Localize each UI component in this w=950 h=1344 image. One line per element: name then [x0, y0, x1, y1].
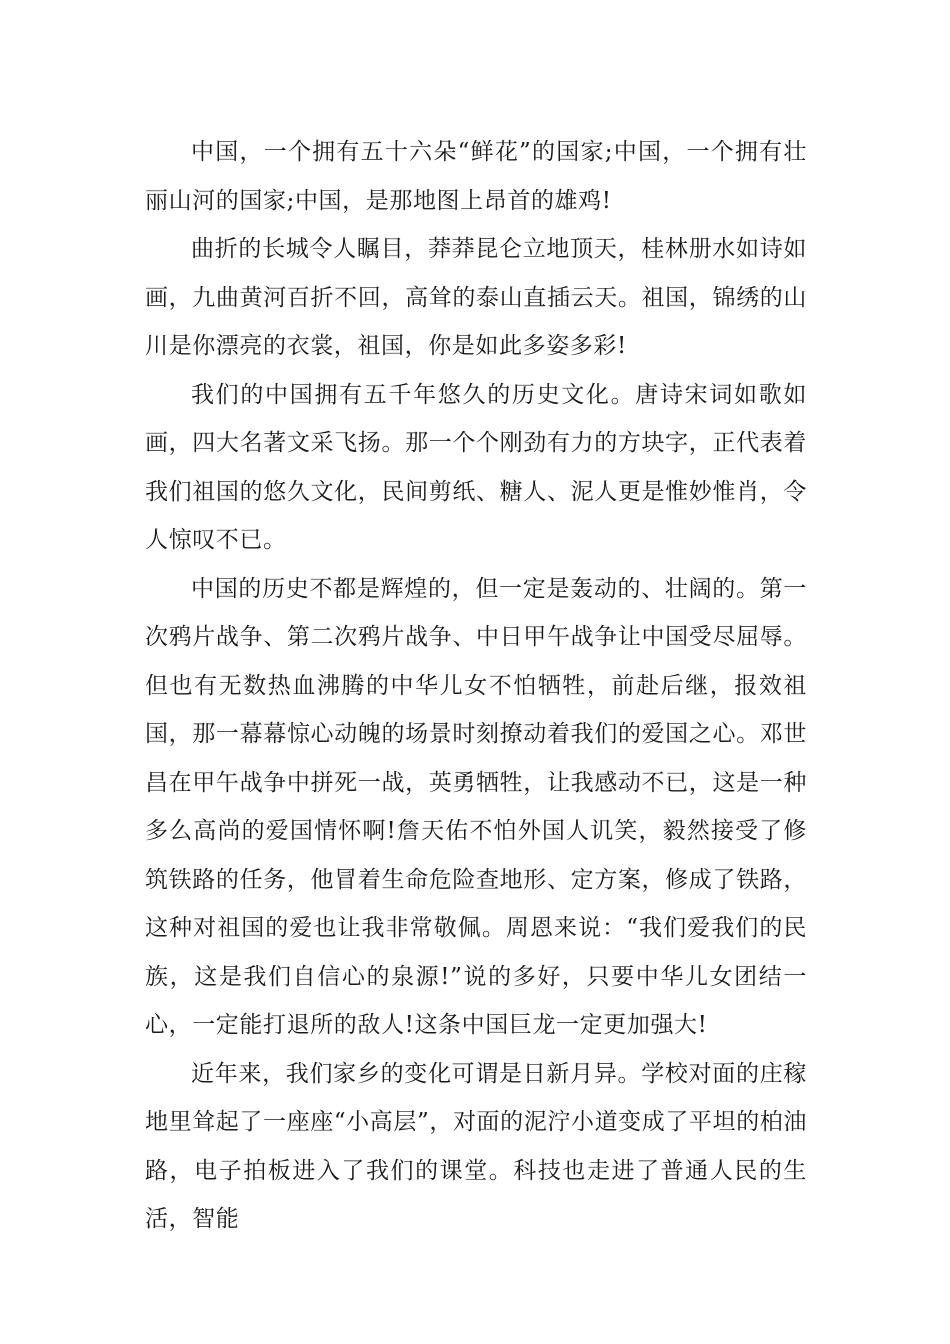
paragraph-5: 近年来，我们家乡的变化可谓是日新月异。学校对面的庄稼地里耸起了一座座“小高层”，对面的泥泞小道变成了平坦的柏油路，电子拍板进入了我们的课堂。科技也走进了普通人民的生活，智能 — [145, 1060, 807, 1232]
document-body — [145, 128, 807, 1244]
paragraph-3: 我们的中国拥有五千年悠久的历史文化。唐诗宋词如歌如画，四大名著文采飞扬。那一个个刚劲有力的方块字，正代表着我们祖国的悠久文化，民间剪纸、糖人、泥人更是惟妙惟肖，令人惊叹不已。 — [145, 381, 807, 553]
paragraph-1: 中国，一个拥有五十六朵“鲜花”的国家;中国，一个拥有壮丽山河的国家;中国，是那地图上昂首的雄鸡! — [145, 139, 807, 214]
paragraph-2: 曲折的长城令人瞩目，莽莽昆仑立地顶天，桂林册水如诗如画，九曲黄河百折不回，高耸的泰山直插云天。祖国，锦绣的山川是你漂亮的衣裳，祖国，你是如此多姿多彩! — [145, 236, 807, 359]
paragraph-4: 中国的历史不都是辉煌的，但一定是轰动的、壮阔的。第一次鸦片战争、第二次鸦片战争、中日甲午战争让中国受尽屈辱。但也有无数热血沸腾的中华儿女不怕牺牲，前赴后继，报效祖国，那一幕幕惊心动魄的场景时刻撩动着我们的爱国之心。邓世昌在甲午战争中拼死一战，英勇牺牲，让我感动不已，这是一种多么高尚的爱国情怀啊!詹天佑不怕外国人讥笑，毅然接受了修筑铁路的任务，他冒着生命危险查地形、定方案，修成了铁路，这种对祖国的爱也让我非常敬佩。周恩来说：“我们爱我们的民族，这是我们自信心的泉源!”说的多好，只要中华儿女团结一心，一定能打退所的敌人!这条中国巨龙一定更加强大! — [145, 575, 807, 1038]
